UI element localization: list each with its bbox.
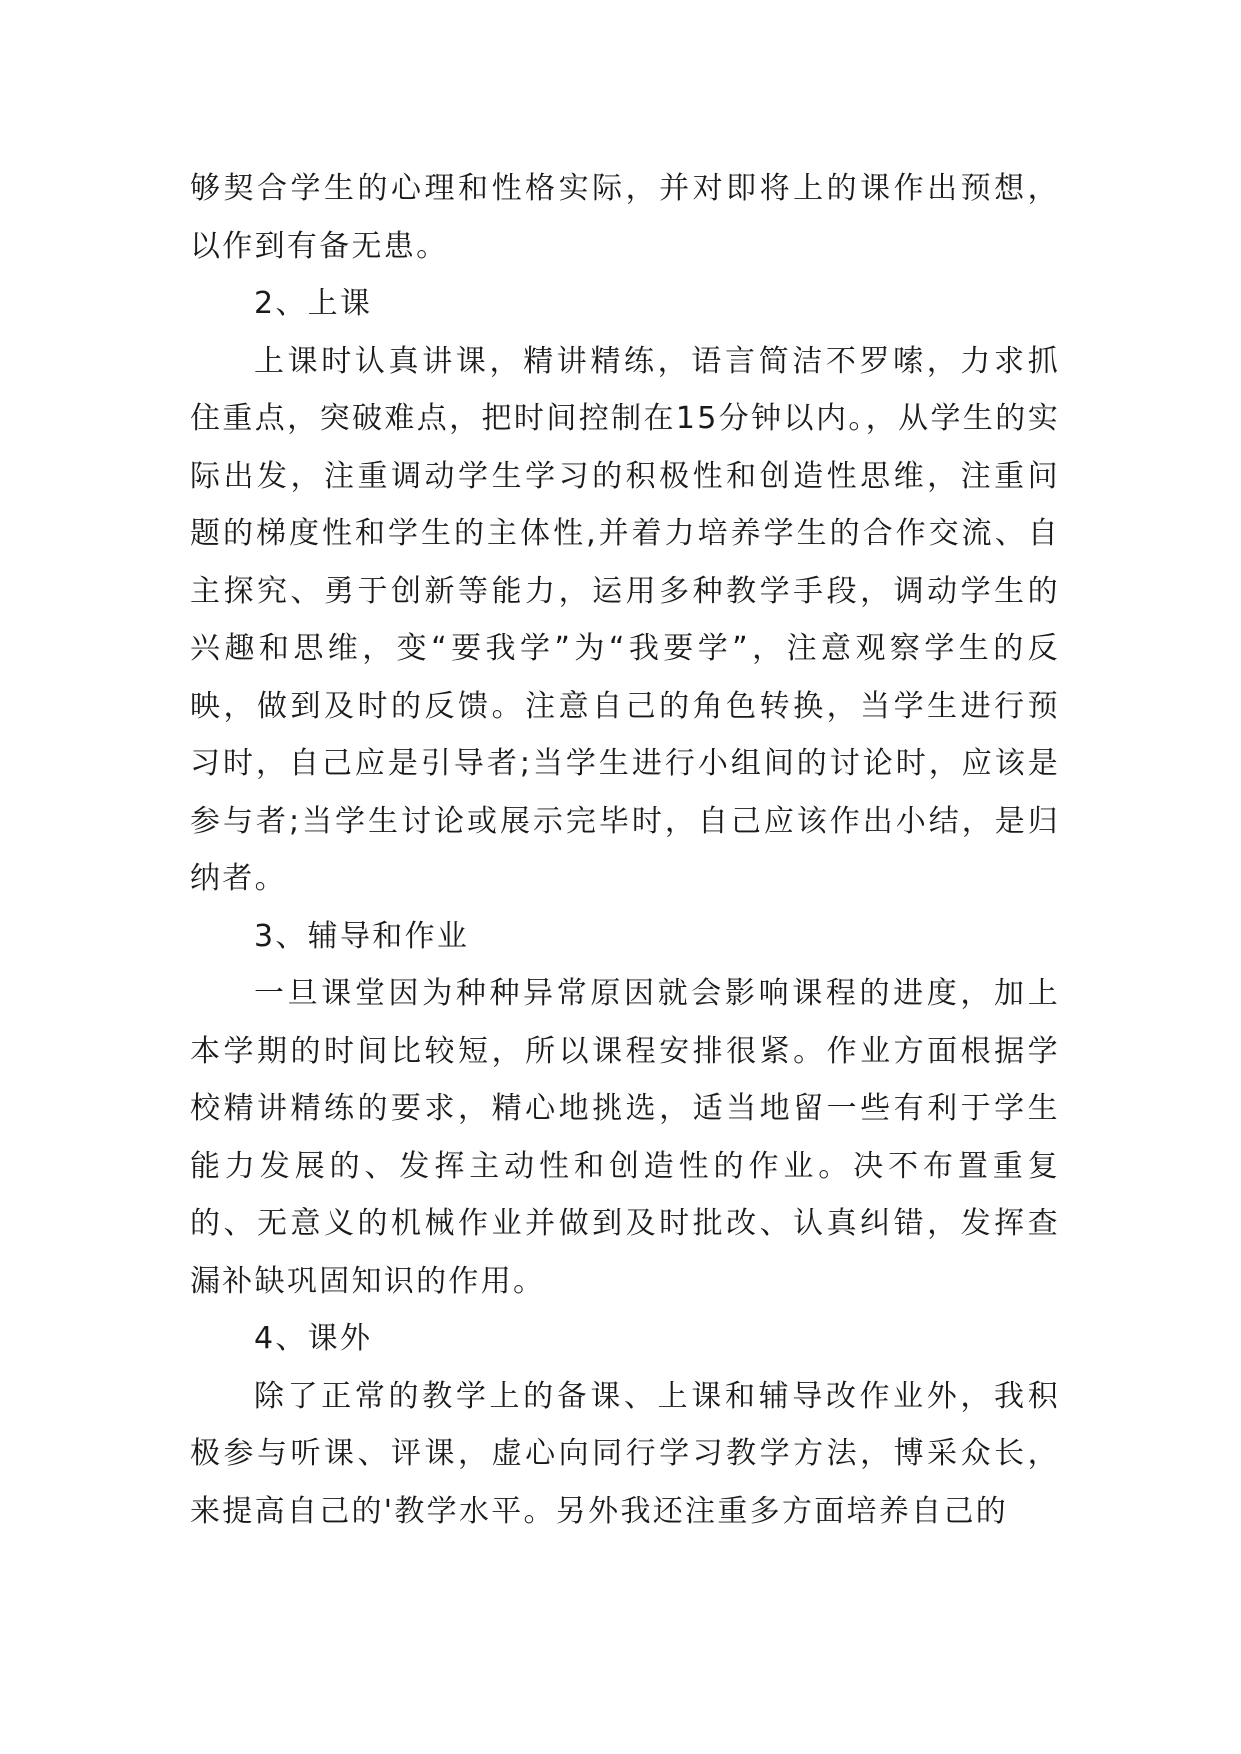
paragraph-continuation: 够契合学生的心理和性格实际，并对即将上的课作出预想，以作到有备无患。 bbox=[190, 171, 1060, 264]
section-heading-tutoring-homework: 3、辅导和作业 bbox=[254, 918, 470, 954]
paragraph-extracurricular: 除了正常的教学上的备课、上课和辅导改作业外，我积极参与听课、评课，虚心向同行学习教学方法，博采众长，来提高自己的'教学水平。另外我还注重多方面培养自己的 bbox=[190, 1378, 1060, 1529]
section-heading-class: 2、上课 bbox=[254, 286, 373, 321]
document-body bbox=[190, 160, 1060, 1540]
paragraph-tutoring-homework: 一旦课堂因为种种异常原因就会影响课程的进度，加上本学期的时间比较短，所以课程安排很紧。作业方面根据学校精讲精练的要求，精心地挑选，适当地留一些有利于学生能力发展的、发挥主动性和创造性的作业。决不布置重复的、无意义的机械作业并做到及时批改、认真纠错，发挥查漏补缺巩固知识的作用。 bbox=[190, 976, 1060, 1299]
section-heading-extracurricular: 4、课外 bbox=[254, 1321, 373, 1356]
paragraph-class: 上课时认真讲课，精讲精练，语言简洁不罗嗦，力求抓住重点，突破难点，把时间控制在15分钟以内。，从学生的实际出发，注重调动学生学习的积极性和创造性思维，注重问题的梯度性和学生的主体性,并着力培养学生的合作交流、自主探究、勇于创新等能力，运用多种教学手段，调动学生的兴趣和思维，变“要我学”为“我要学”，注意观察学生的反映，做到及时的反馈。注意自己的角色转换，当学生进行预习时，自己应是引导者;当学生进行小组间的讨论时，应该是参与者;当学生讨论或展示完毕时，自己应该作出小结，是归纳者。 bbox=[190, 343, 1060, 896]
